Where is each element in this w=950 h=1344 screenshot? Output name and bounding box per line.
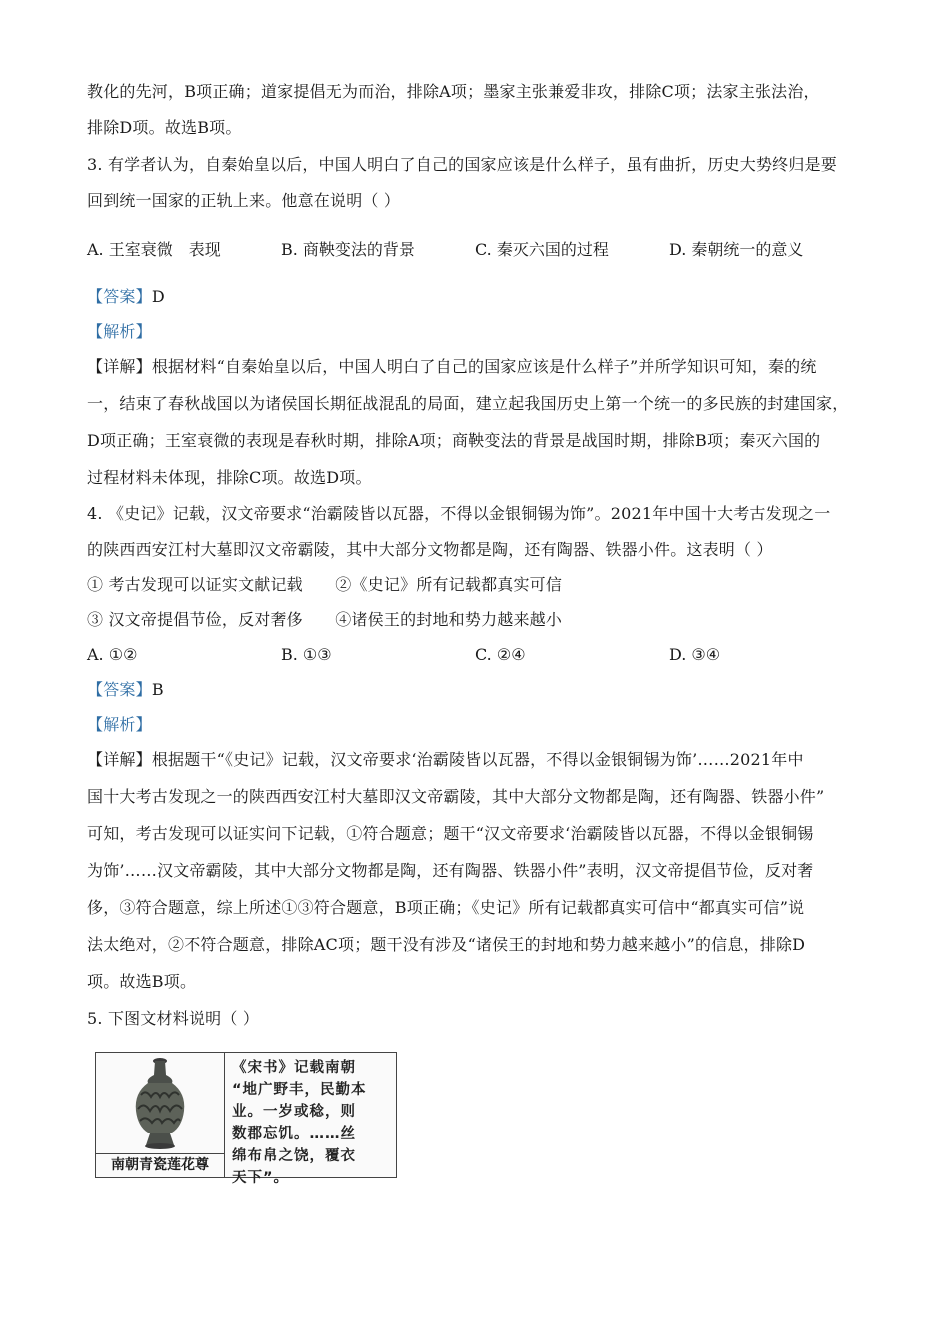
- question-4-stem: 的陕西西安江村大墓即汉文帝霸陵，其中大部分文物都是陶，还有陶器、铁器小件。这表明（ ）: [87, 540, 773, 559]
- q3-option-c: C. 秦灭六国的过程: [475, 240, 609, 259]
- q3-detail-line: 过程材料未体现，排除C项。故选D项。: [87, 468, 372, 487]
- q3-detail: [87, 357, 817, 377]
- q4-option-c: C. ②④: [475, 645, 526, 664]
- q3-analysis: [87, 322, 152, 342]
- detail-text: 根据题干“《史记》记载，汉文帝要求‘治霸陵皆以瓦器，不得以金银铜锡为饰’……2021年中: [151, 750, 804, 769]
- q4-option-b: B. ①③: [281, 645, 332, 664]
- q4-answer: [87, 680, 164, 700]
- q4-statements: ① 考古发现可以证实文献记载 ②《史记》所有记载都真实可信: [87, 575, 563, 594]
- analysis-tag: 【解析】: [87, 322, 152, 341]
- question-3-stem: 3. 有学者认为，自秦始皇以后，中国人明白了自己的国家应该是什么样子，虽有曲折，历史大势终归是要: [87, 155, 837, 174]
- q3-detail-line: 一，结束了春秋战国以为诸侯国长期征战混乱的局面，建立起我国历史上第一个统一的多民族的封建国家，: [87, 394, 849, 413]
- q4-detail-line: 项。故选B项。: [87, 972, 197, 991]
- answer-value: D: [151, 287, 165, 306]
- detail-tag: 【详解】: [87, 357, 152, 376]
- figure-quote: 《宋书》记载南朝 “地广野丰，民勤本 业。一岁或稔，则 数郡忘饥。……丝 绵布帛之饶，覆衣 天下”。: [232, 1060, 367, 1186]
- q4-detail-line: 法太绝对，②不符合题意，排除AC项；题干没有涉及“诸侯王的封地和势力越来越小”的信息，排除D: [87, 935, 806, 954]
- q3-option-b: B. 商鞅变法的背景: [281, 240, 415, 259]
- q4-option-d: D. ③④: [669, 645, 721, 664]
- detail-tag: 【详解】: [87, 750, 152, 769]
- answer-tag: 【答案】: [87, 680, 152, 699]
- question-3-stem: 回到统一国家的正轨上来。他意在说明（ ）: [87, 191, 401, 210]
- answer-tag: 【答案】: [87, 287, 152, 306]
- figure-caption: 南朝青瓷莲花尊: [96, 1153, 224, 1177]
- q4-detail: [87, 750, 804, 770]
- celadon-vase-image: [96, 1053, 224, 1153]
- q5-figure: [95, 1052, 397, 1186]
- text-line: 教化的先河，B项正确；道家提倡无为而治，排除A项；墨家主张兼爱非攻，排除C项；法家主张法治，: [87, 82, 820, 101]
- answer-value: B: [151, 680, 164, 699]
- q4-statements: ③ 汉文帝提倡节俭，反对奢侈 ④诸侯王的封地和势力越来越小: [87, 610, 563, 629]
- question-4-stem: 4. 《史记》记载，汉文帝要求“治霸陵皆以瓦器，不得以金银铜锡为饰”。2021年中国十大考古发现之一: [87, 504, 831, 523]
- question-5-stem: 5. 下图文材料说明（ ）: [87, 1009, 260, 1028]
- q4-detail-line: 国十大考古发现之一的陕西西安江村大墓即汉文帝霸陵，其中大部分文物都是陶，还有陶器、铁器小件”: [87, 787, 825, 806]
- q4-detail-line: 侈，③符合题意，综上所述①③符合题意，B项正确；《史记》所有记载都真实可信中“都真实可信”说: [87, 898, 805, 917]
- q3-answer: [87, 287, 165, 307]
- detail-text: 根据材料“自秦始皇以后，中国人明白了自己的国家应该是什么样子”并所学知识可知，秦的统: [151, 357, 817, 376]
- q4-detail-line: 可知，考古发现可以证实问下记载，①符合题意；题干“汉文帝要求‘治霸陵皆以瓦器，不得以金银铜锡: [87, 824, 814, 843]
- figure-image-panel: [96, 1053, 225, 1177]
- q3-detail-line: D项正确；王室衰微的表现是春秋时期，排除A项；商鞅变法的背景是战国时期，排除B项；秦灭六国的: [87, 431, 821, 450]
- q4-detail-line: 为饰’……汉文帝霸陵，其中大部分文物都是陶，还有陶器、铁器小件”表明，汉文帝提倡节俭，反对奢: [87, 861, 814, 880]
- q3-option-d: D. 秦朝统一的意义: [669, 240, 804, 259]
- q4-analysis: [87, 715, 152, 735]
- analysis-tag: 【解析】: [87, 715, 152, 734]
- text-line: 排除D项。故选B项。: [87, 118, 242, 137]
- q3-option-a: A. 王室衰微 表现: [87, 240, 221, 259]
- q4-option-a: A. ①②: [87, 645, 138, 664]
